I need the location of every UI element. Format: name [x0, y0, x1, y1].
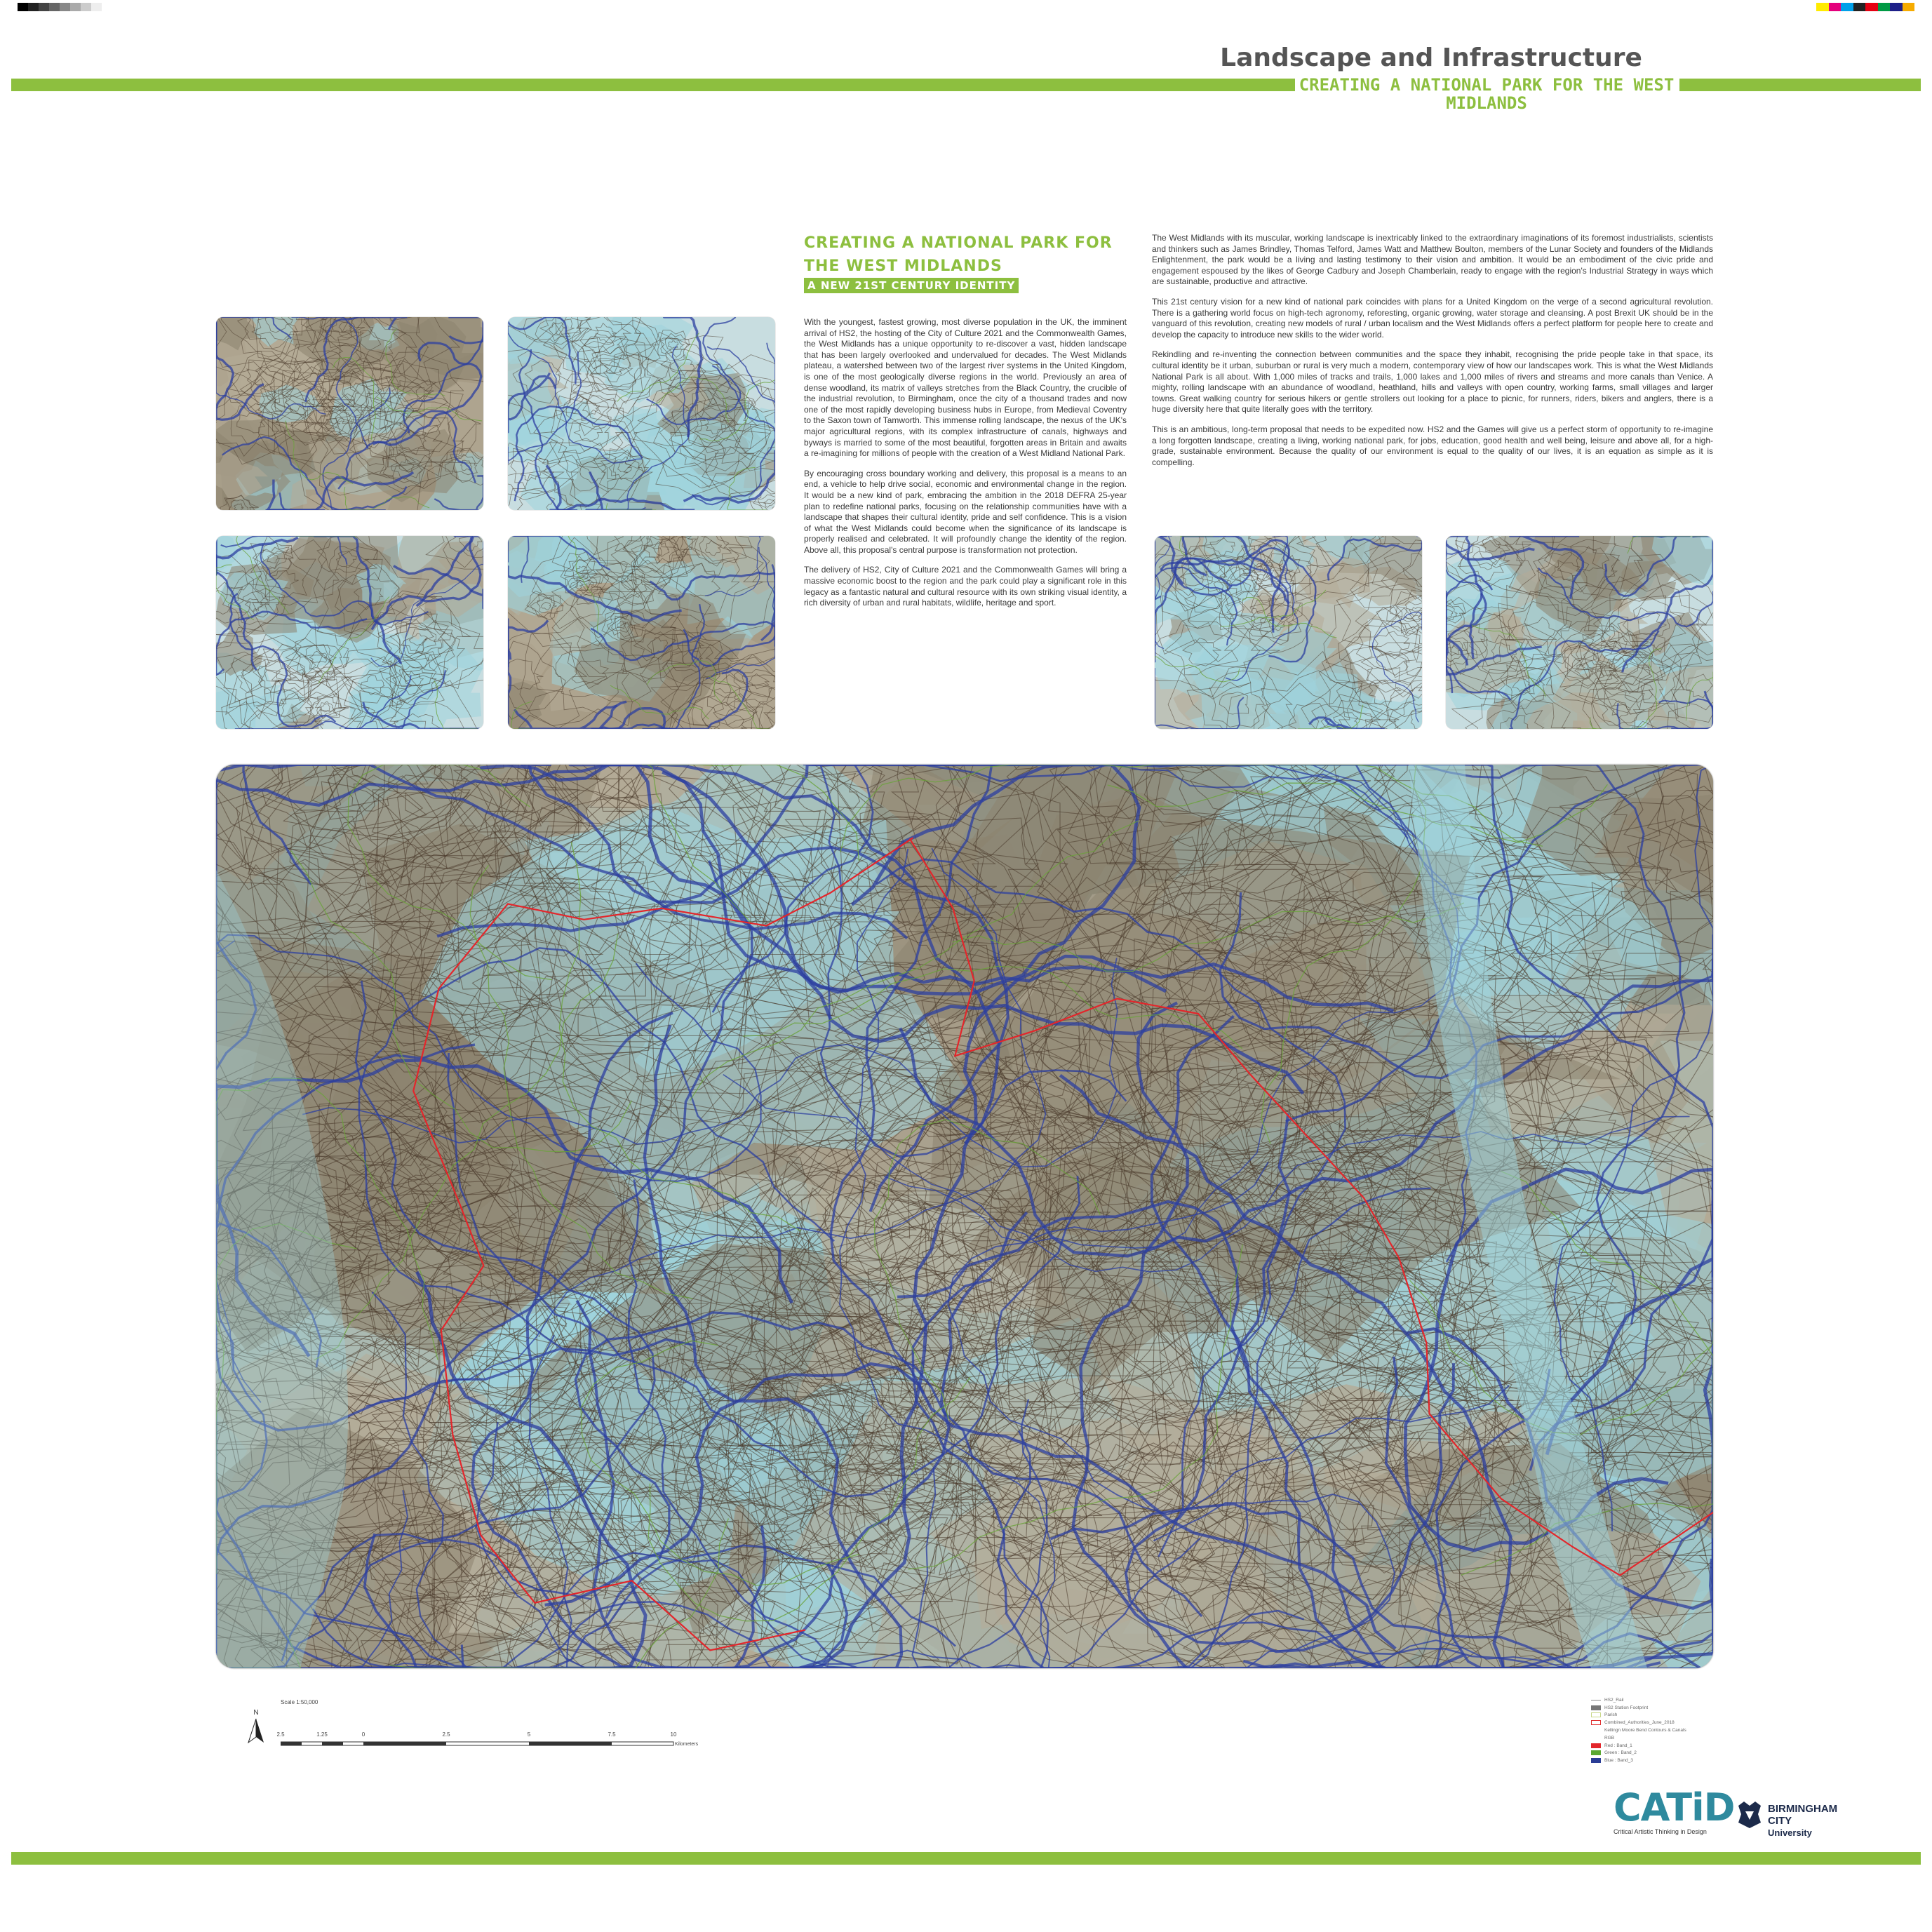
- legend-item: [1591, 1704, 1731, 1712]
- catid-wordmark: CATiD: [1614, 1785, 1735, 1830]
- print-greyscale-bar: [18, 3, 102, 11]
- map-thumbnail-1: [216, 317, 483, 510]
- body-paragraph: The West Midlands with its muscular, working landscape is inextricably linked to the extraordinary imaginations of its foremost industrialists, scientists and thinkers such as James Brindley, Thomas Telford, James Watt and Matthew Boulton, members of the Lunar Society and founders of the Midlands Enlightenment, the park would be a living and lasting testimony to their vision and ambition. It would be an embodiment of the civic pride and engagement espoused by the likes of George Cadbury and Joseph Chamberlain, ready to engage with the region's Industrial Strategy in ways which are sustainable, productive and attractive.: [1152, 233, 1713, 287]
- intro-heading: CREATING A NATIONAL PARK FOR THE WEST MIDLANDS: [804, 234, 1113, 275]
- scale-tick-label: 5: [527, 1731, 531, 1738]
- body-paragraph: This 21st century vision for a new kind of national park coincides with plans for a United Kingdom on the verge of a second agricultural revolution. There is a gathering world focus on high-tech agronomy, reforesting, organic growing, water storage and cleansing. A post Brexit UK should be in the vanguard of this revolution, creating new models of rural / urban localism and the West Midlands offers a perfect platform for people here to create and develop the capacity to introduce new skills to the wider world.: [1152, 296, 1713, 340]
- legend-swatch: [1591, 1720, 1601, 1725]
- header-rule-right: [1679, 79, 1921, 91]
- body-paragraph: This is an ambitious, long-term proposal that needs to be expedited now. HS2 and the Games will give us a perfect storm of opportunity to re-imagine a long forgotten landscape, creating a living, working national park, for jobs, education, good health and well being, leisure and above all, for a high-grade, sustainable environment. Because the quality of our environment is equal to the quality of our lives, it is an equation as simple as it is compelling.: [1152, 424, 1713, 467]
- scale-tick-label: 10: [670, 1731, 677, 1738]
- bcu-crest-icon: [1736, 1800, 1764, 1830]
- bcu-name-line2: University: [1768, 1827, 1812, 1838]
- footer-rule: [11, 1852, 1921, 1865]
- legend-item: [1591, 1712, 1731, 1719]
- scale-tick-label: 0: [361, 1731, 365, 1738]
- body-paragraph: With the youngest, fastest growing, most diverse population in the UK, the imminent arrival of HS2, the hosting of the City of Culture 2021 and the Commonwealth Games, the West Midlands has a unique opportunity to re-discover a vast, hidden landscape that has been largely overlooked and undervalued for decades. The West Midlands plateau, a watershed between two of the largest river systems in the United Kingdom, is one of the most geologically diverse regions in the world. Previously an area of dense woodland, its matrix of valleys stretches from the Black Country, the crucible of the industrial revolution, to Birmingham, once the city of a thousand trades and now one of the most rapidly developing business hubs in Europe, from Medieval Coventry to the Saxon town of Tamworth. This immense rolling landscape, the nexus of the UK's major agricultural regions, with its complex infrastructure of canals, highways and byways is married to some of the most beautiful, forgotten areas in Britain and awaits a re-imagining for millions of people with the creation of a West Midland National Park.: [804, 317, 1127, 459]
- legend-label: HS2 Station Footprint: [1604, 1705, 1649, 1710]
- body-paragraph: By encouraging cross boundary working and delivery, this proposal is a means to an end, a vehicle to help drive social, economic and environmental change in the region. It would be a new kind of park, embracing the ambition in the 2018 DEFRA 25-year plan to redefine national parks, focusing on the relationship communities have with a landscape that shapes their cultural identity, pride and self confidence. This is a vision of what the West Midlands could become when the significance of its landscape is properly realised and celebrated. It will profoundly change the identity of the region. Above all, this proposal's central purpose is transformation not protection.: [804, 468, 1127, 555]
- legend-item: [1591, 1726, 1731, 1734]
- legend-item: [1591, 1696, 1731, 1704]
- map-thumbnail-6: [1446, 536, 1713, 729]
- bcu-name: [1768, 1803, 1848, 1839]
- legend-label: Red : Band_1: [1604, 1743, 1632, 1748]
- body-column-left: [804, 317, 1127, 618]
- legend-swatch: [1591, 1743, 1601, 1748]
- map-thumbnail-5: [1155, 536, 1422, 729]
- intro-subheading: A NEW 21ST CENTURY IDENTITY: [804, 278, 1019, 293]
- map-thumbnail-2: [508, 317, 775, 510]
- scale-bar: [276, 1731, 677, 1759]
- legend-label: Blue : Band_3: [1604, 1758, 1633, 1764]
- scale-tick-label: 1.25: [316, 1731, 328, 1738]
- header-rule: [11, 79, 1295, 91]
- scale-tick-label: 2.5: [276, 1731, 285, 1738]
- map-thumbnail-4: [508, 536, 775, 729]
- body-paragraph: The delivery of HS2, City of Culture 2021 and the Commonwealth Games will bring a massive economic boost to the region and the park could play a significant role in this legacy as a fantastic natural and cultural resource with its own striking visual identity, a rich diversity of urban and rural habitats, wildlife, heritage and sport.: [804, 565, 1127, 608]
- bcu-name-line1: BIRMINGHAM CITY: [1768, 1803, 1838, 1827]
- legend-item: [1591, 1719, 1731, 1726]
- legend-swatch: [1591, 1712, 1601, 1717]
- map-legend: [1591, 1696, 1731, 1764]
- legend-item: [1591, 1734, 1731, 1742]
- legend-item: [1591, 1757, 1731, 1764]
- scale-units: Kilometers: [675, 1742, 699, 1747]
- page-subtitle: CREATING A NATIONAL PARK FOR THE WEST MIDLANDS: [1295, 76, 1678, 112]
- legend-label: Green : Band_2: [1604, 1750, 1637, 1756]
- map-thumbnail-3: [216, 536, 483, 729]
- legend-swatch: [1591, 1758, 1601, 1763]
- legend-label: RGB: [1604, 1735, 1615, 1740]
- legend-label: Parish: [1604, 1712, 1618, 1718]
- north-label: N: [253, 1709, 259, 1717]
- print-colour-bar: [1816, 3, 1914, 11]
- legend-swatch: [1591, 1705, 1601, 1710]
- scale-tick-label: 2.5: [442, 1731, 450, 1738]
- legend-item: [1591, 1750, 1731, 1757]
- catid-tagline: Critical Artistic Thinking in Design: [1614, 1828, 1707, 1835]
- body-paragraph: Rekindling and re-inventing the connection between communities and the space they inhabit, recognising the pride people take in that space, its cultural identity be it urban, suburban or rural is very much a modern, contemporary view of how our landscapes work. This is what the West Midlands National Park is all about. With 1,000 miles of tracks and trails, 1,000 lakes and 1,000 miles of rivers and streams and more canals than Venice. A mighty, rolling landscape with an abundance of woodland, heathland, hills and valleys with open country, working farms, small villages and larger towns. Great walking country for serious hikers or gentle strollers out looking for a place to picnic, for runners, riders, bikers and anglers, there is a huge diversity here that quite literally goes with the territory.: [1152, 349, 1713, 415]
- legend-swatch: [1591, 1750, 1601, 1755]
- bcu-logo: [1736, 1800, 1848, 1838]
- catid-logo: [1614, 1785, 1735, 1835]
- body-column-right: [1152, 233, 1713, 477]
- legend-label: HS2_Rail: [1604, 1697, 1624, 1703]
- scale-label: Scale 1:50,000: [281, 1699, 318, 1705]
- legend-label: Combined_Authorities_June_2018: [1604, 1720, 1675, 1726]
- legend-label: Kellingn Moore Bend Contours & Canals: [1604, 1728, 1686, 1733]
- legend-item: [1591, 1742, 1731, 1750]
- west-midlands-map: [216, 765, 1713, 1668]
- north-arrow-icon: [247, 1709, 265, 1751]
- page-title: Landscape and Infrastructure: [1220, 43, 1642, 72]
- legend-swatch: [1591, 1728, 1601, 1733]
- scale-tick-label: 7.5: [608, 1731, 616, 1738]
- legend-swatch: [1591, 1736, 1601, 1740]
